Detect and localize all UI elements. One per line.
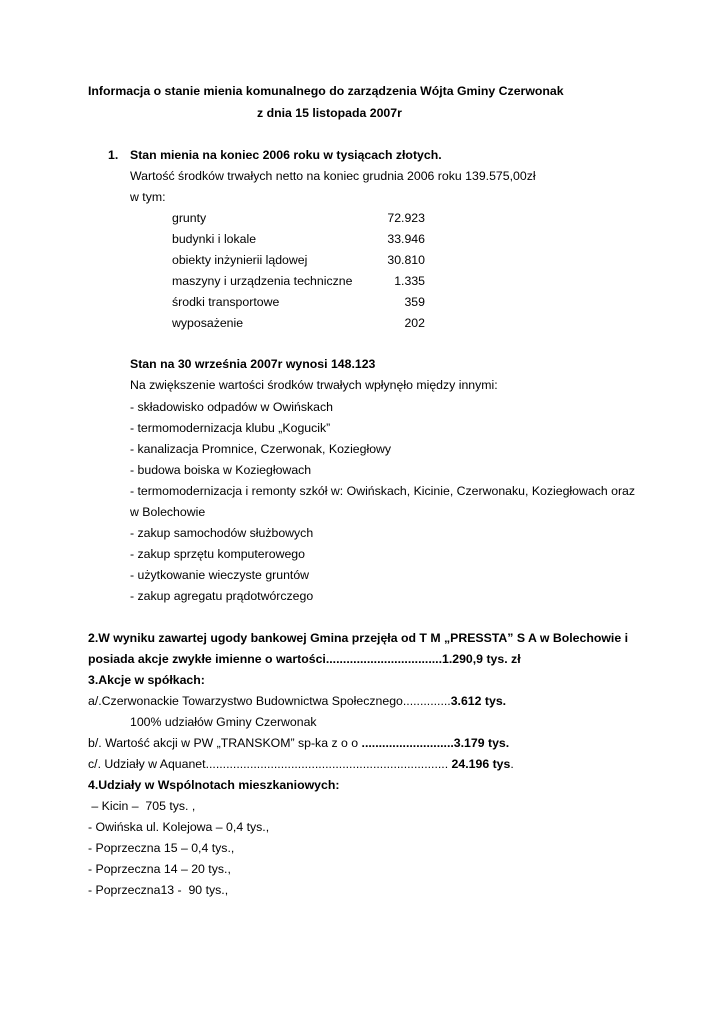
list-item: - kanalizacja Promnice, Czerwonak, Koziegłowy [130, 442, 392, 456]
share-b [88, 736, 509, 751]
share-a [88, 694, 506, 709]
document-date: z dnia 15 listopada 2007r [257, 106, 402, 120]
list-item: – Kicin – 705 tys. , [88, 799, 196, 813]
list-item: - Poprzeczna 15 – 0,4 tys., [88, 841, 235, 855]
share-a-note: 100% udziałów Gminy Czerwonak [130, 715, 317, 729]
asset-value: 72.923 [387, 211, 425, 225]
section3-heading: 3.Akcje w spółkach: [88, 673, 205, 687]
list-item: - zakup agregatu prądotwórczego [130, 589, 314, 603]
section1-wtym: w tym: [130, 190, 166, 204]
list-item: - składowisko odpadów w Owińskach [130, 400, 333, 414]
section1-value-line: Wartość środków trwałych netto na koniec grudnia 2006 roku 139.575,00zł [130, 169, 536, 183]
increase-intro: Na zwiększenie wartości środków trwałych wpłynęło między innymi: [130, 378, 498, 392]
asset-label: wyposażenie [172, 316, 244, 330]
share-b-value: ...........................3.179 tys. [361, 736, 510, 750]
asset-label: maszyny i urządzenia techniczne [172, 274, 353, 288]
list-item: - zakup samochodów służbowych [130, 526, 314, 540]
share-a-text: a/.Czerwonackie Towarzystwo Budownictwa Społecznego.............. [88, 694, 451, 708]
asset-label: grunty [172, 211, 207, 225]
section2-line1: 2.W wyniku zawartej ugody bankowej Gmina przejęła od T M „PRESSTA” S A w Bolechowie i [88, 631, 629, 645]
section1-heading: Stan mienia na koniec 2006 roku w tysiącach złotych. [130, 148, 442, 162]
asset-value: 33.946 [387, 232, 425, 246]
list-item: - Poprzeczna 14 – 20 tys., [88, 862, 231, 876]
list-item: - Owińska ul. Kolejowa – 0,4 tys., [88, 820, 270, 834]
asset-label: budynki i lokale [172, 232, 257, 246]
list-item: - Poprzeczna13 - 90 tys., [88, 883, 229, 897]
share-c [88, 757, 514, 772]
asset-value: 202 [404, 316, 425, 330]
list-item: - termomodernizacja i remonty szkół w: Owińskach, Kicinie, Czerwonaku, Koziegłowach oraz [130, 484, 636, 498]
list-item: w Bolechowie [130, 505, 206, 519]
share-a-value: 3.612 tys. [450, 694, 507, 708]
asset-value: 359 [404, 295, 425, 309]
list-item: - zakup sprzętu komputerowego [130, 547, 305, 561]
list-item: - budowa boiska w Koziegłowach [130, 463, 312, 477]
share-c-value: 24.196 tys [448, 757, 511, 771]
list-item: - termomodernizacja klubu „Kogucik” [130, 421, 331, 435]
asset-value: 30.810 [387, 253, 425, 267]
asset-label: środki transportowe [172, 295, 280, 309]
section2-line2: posiada akcje zwykłe imienne o wartości..................................1.290,9 tys. zł [88, 652, 521, 666]
section4-heading: 4.Udziały w Wspólnotach mieszkaniowych: [88, 778, 340, 792]
sept-heading: Stan na 30 września 2007r wynosi 148.123 [130, 357, 376, 371]
asset-value: 1.335 [394, 274, 425, 288]
share-c-end: . [510, 757, 514, 771]
share-b-text: b/. Wartość akcji w PW „TRANSKOM” sp-ka z o o [88, 736, 362, 750]
list-item: - użytkowanie wieczyste gruntów [130, 568, 310, 582]
share-c-text: c/. Udziały w Aquanet....................................................................... [88, 757, 449, 771]
asset-label: obiekty inżynierii lądowej [172, 253, 308, 267]
section1-number: 1. [108, 148, 119, 162]
document-title: Informacja o stanie mienia komunalnego do zarządzenia Wójta Gminy Czerwonak [88, 84, 564, 98]
